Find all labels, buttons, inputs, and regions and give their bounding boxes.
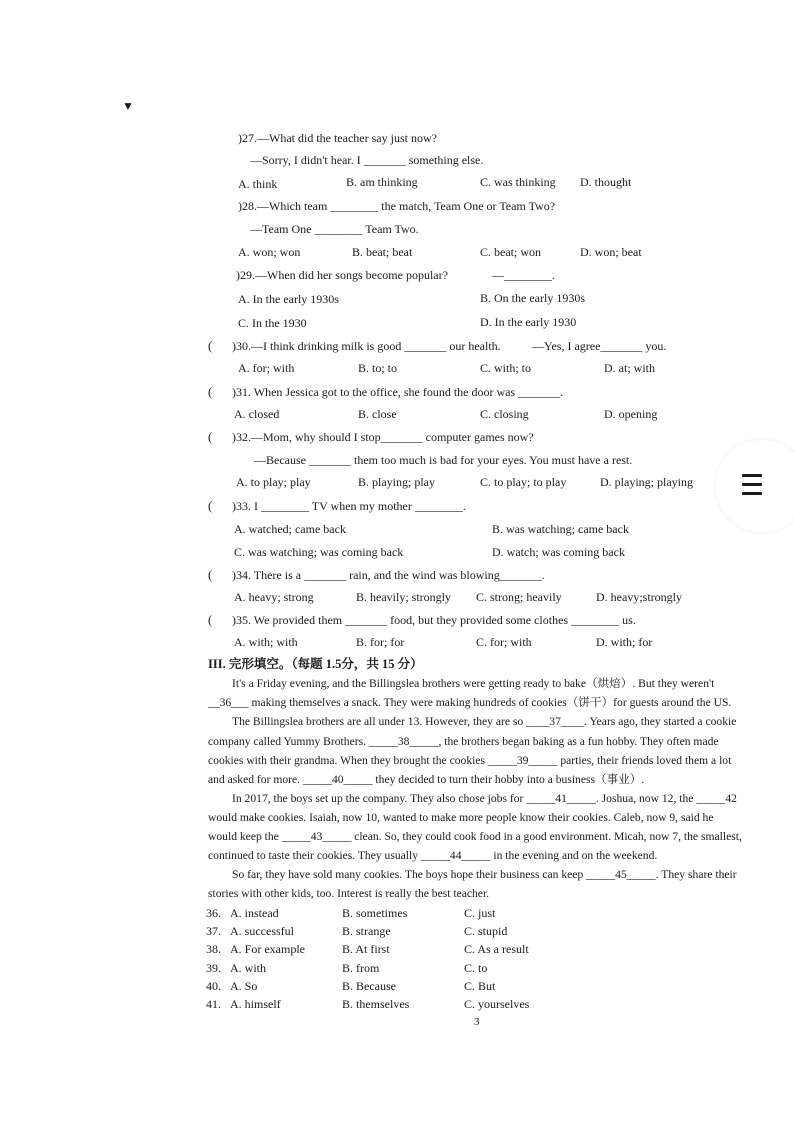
choice-number: 38. bbox=[206, 942, 221, 956]
choice-number: 36. bbox=[206, 906, 221, 920]
question-34-option-d: D. heavy;strongly bbox=[596, 590, 682, 604]
cloze-line-8: would make cookies. Isaiah, now 10, wanted to make more people know their cookies. Caleb, now 9, said he bbox=[208, 811, 714, 824]
choice-number: 37. bbox=[206, 924, 221, 938]
cloze-line-3: The Billingslea brothers are all under 13. However, they are so ____37____. Years ago, they started a cookie bbox=[232, 715, 737, 728]
question-27-option-c: C. was thinking bbox=[480, 175, 556, 189]
choice-b: B. themselves bbox=[342, 997, 410, 1011]
question-35-option-d: D. with; for bbox=[596, 635, 653, 649]
question-30-option-d: D. at; with bbox=[604, 361, 655, 375]
choice-c: C. yourselves bbox=[464, 997, 530, 1011]
question-27-reply: —Sorry, I didn't hear. I _______ something else. bbox=[250, 153, 484, 167]
question-32-option-c: C. to play; to play bbox=[480, 475, 567, 489]
question-33-answer-paren: ( bbox=[208, 499, 213, 513]
question-34-stem: )34. There is a _______ rain, and the wind was blowing_______. bbox=[232, 568, 545, 582]
cloze-line-11: So far, they have sold many cookies. The boys hope their business can keep _____45_____. They share their bbox=[232, 868, 737, 881]
cloze-line-1: It's a Friday evening, and the Billingslea brothers were getting ready to bake（烘焙）. But they weren't bbox=[232, 677, 715, 690]
question-30-answer-paren: ( bbox=[208, 339, 213, 353]
choice-b: B. strange bbox=[342, 924, 391, 938]
cloze-line-4: company called Yummy Brothers. _____38_____, the brothers began baking as a fun hobby. They often made bbox=[208, 735, 719, 748]
question-35-option-a: A. with; with bbox=[234, 635, 298, 649]
question-27-option-b: B. am thinking bbox=[346, 175, 418, 189]
question-35-answer-paren: ( bbox=[208, 613, 213, 627]
cloze-line-5: cookies with their grandma. When they brought the cookies _____39_____ parties, their friends loved them a lot bbox=[208, 754, 732, 767]
question-29-option-a: A. In the early 1930s bbox=[238, 292, 339, 306]
question-27-stem: )27.—What did the teacher say just now? bbox=[238, 131, 437, 145]
question-30-option-b: B. to; to bbox=[358, 361, 398, 375]
question-27-option-a: A. think bbox=[238, 177, 278, 191]
question-31-stem: )31. When Jessica got to the office, she found the door was _______. bbox=[232, 385, 564, 399]
question-28-stem: )28.—Which team ________ the match, Team One or Team Two? bbox=[238, 199, 556, 213]
choice-number: 40. bbox=[206, 979, 221, 993]
question-30-stem: )30.—I think drinking milk is good _______ our health. bbox=[232, 339, 501, 353]
menu-button[interactable] bbox=[716, 440, 794, 532]
question-34-option-b: B. heavily; strongly bbox=[356, 590, 451, 604]
question-34-option-c: C. strong; heavily bbox=[476, 590, 562, 604]
cloze-line-6: and asked for more. _____40_____ they decided to turn their hobby into a business（事业）. bbox=[208, 773, 645, 786]
question-32-option-d: D. playing; playing bbox=[600, 475, 693, 489]
choice-a: A. instead bbox=[230, 906, 279, 920]
question-27-option-d: D. thought bbox=[580, 175, 632, 189]
choice-number: 39. bbox=[206, 961, 221, 975]
question-29-reply: —________. bbox=[492, 268, 555, 282]
cloze-line-9: would keep the _____43_____ clean. So, they could cook food in a good environment. Micah, now 7, the smallest, bbox=[208, 830, 742, 843]
cloze-line-2: __36___ making themselves a snack. They were making hundreds of cookies（饼干）for guests around the US. bbox=[208, 696, 732, 709]
choice-c: C. stupid bbox=[464, 924, 508, 938]
cloze-section-title: III. 完形填空。（每题 1.5分，共 15 分） bbox=[208, 657, 423, 671]
question-33-option-b: B. was watching; came back bbox=[492, 522, 629, 536]
choice-a: A. successful bbox=[230, 924, 294, 938]
page-number: 3 bbox=[474, 1016, 480, 1028]
question-28-reply: —Team One ________ Team Two. bbox=[250, 222, 419, 236]
choice-a: A. So bbox=[230, 979, 258, 993]
question-29-option-d: D. In the early 1930 bbox=[480, 315, 577, 329]
question-33-option-c: C. was watching; was coming back bbox=[234, 545, 404, 559]
choice-b: B. Because bbox=[342, 979, 396, 993]
question-35-stem: )35. We provided them _______ food, but they provided some clothes ________ us. bbox=[232, 613, 636, 627]
choice-c: C. to bbox=[464, 961, 488, 975]
question-28-option-d: D. won; beat bbox=[580, 245, 642, 259]
cloze-line-12: stories with other kids, too. Interest is really the best teacher. bbox=[208, 887, 490, 900]
choice-c: C. just bbox=[464, 906, 496, 920]
cloze-line-7: In 2017, the boys set up the company. They also chose jobs for _____41_____. Joshua, now 12, the _____42 bbox=[232, 792, 737, 805]
choice-a: A. himself bbox=[230, 997, 281, 1011]
question-33-option-a: A. watched; came back bbox=[234, 522, 346, 536]
choice-b: B. from bbox=[342, 961, 380, 975]
question-32-reply: —Because _______ them too much is bad for your eyes. You must have a rest. bbox=[254, 453, 633, 467]
question-30-option-c: C. with; to bbox=[480, 361, 532, 375]
question-31-option-b: B. close bbox=[358, 407, 397, 421]
question-31-answer-paren: ( bbox=[208, 385, 213, 399]
question-32-option-a: A. to play; play bbox=[236, 475, 311, 489]
choice-b: B. At first bbox=[342, 942, 390, 956]
question-28-option-b: B. beat; beat bbox=[352, 245, 413, 259]
question-34-option-a: A. heavy; strong bbox=[234, 590, 314, 604]
question-31-option-a: A. closed bbox=[234, 407, 280, 421]
question-35-option-c: C. for; with bbox=[476, 635, 532, 649]
question-29-option-b: B. On the early 1930s bbox=[480, 291, 585, 305]
question-28-option-a: A. won; won bbox=[238, 245, 301, 259]
question-29-option-c: C. In the 1930 bbox=[238, 316, 307, 330]
question-32-option-b: B. playing; play bbox=[358, 475, 435, 489]
choice-a: A. with bbox=[230, 961, 266, 975]
question-31-option-c: C. closing bbox=[480, 407, 529, 421]
choice-c: C. As a result bbox=[464, 942, 529, 956]
question-32-stem: )32.—Mom, why should I stop_______ computer games now? bbox=[232, 430, 534, 444]
question-34-answer-paren: ( bbox=[208, 568, 213, 582]
choice-number: 41. bbox=[206, 997, 221, 1011]
choice-b: B. sometimes bbox=[342, 906, 408, 920]
corner-mark: ▼ bbox=[122, 99, 134, 113]
question-30-option-a: A. for; with bbox=[238, 361, 295, 375]
question-35-option-b: B. for; for bbox=[356, 635, 405, 649]
choice-a: A. For example bbox=[230, 942, 305, 956]
question-29-stem: )29.—When did her songs become popular? bbox=[236, 268, 448, 282]
question-30-reply: —Yes, I agree_______ you. bbox=[532, 339, 667, 353]
question-33-option-d: D. watch; was coming back bbox=[492, 545, 625, 559]
question-28-option-c: C. beat; won bbox=[480, 245, 541, 259]
question-31-option-d: D. opening bbox=[604, 407, 658, 421]
question-33-stem: )33. I ________ TV when my mother ________. bbox=[232, 499, 466, 513]
cloze-line-10: continued to taste their cookies. They usually _____44_____ in the evening and on the weekend. bbox=[208, 849, 658, 862]
question-32-answer-paren: ( bbox=[208, 430, 213, 444]
choice-c: C. But bbox=[464, 979, 496, 993]
